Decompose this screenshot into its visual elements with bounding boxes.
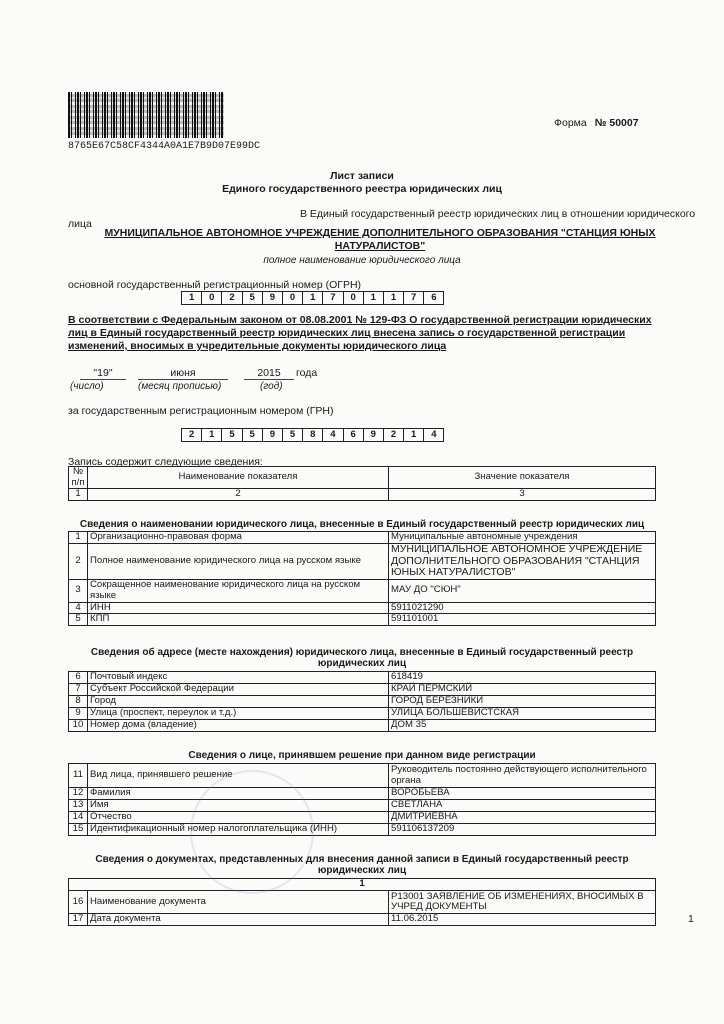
digit-cell: 8 (303, 428, 323, 442)
section-title-decision: Сведения о лице, принявшем решение при данном виде регистрации (188, 750, 536, 761)
row-number: 3 (69, 579, 88, 602)
section-title-address: Сведения об адресе (месте нахождения) юридического лица, внесенные в Единый государственный реестр юридических лиц (90, 647, 634, 669)
section-table-address (68, 671, 656, 732)
table-row (69, 812, 656, 824)
form-number (554, 117, 639, 129)
row-number: 4 (69, 602, 88, 614)
table-row (69, 824, 656, 836)
col-value-header: Значение показателя (389, 467, 656, 489)
section-table-documents (68, 878, 656, 926)
org-full-name-caption: полное наименование юридического лица (263, 255, 461, 266)
row-number: 12 (69, 788, 88, 800)
row-value: 5911021290 (389, 602, 656, 614)
row-value: ВОРОБЬЕВА (389, 788, 656, 800)
row-value: МАУ ДО "СЮН" (389, 579, 656, 602)
row-value: 618419 (389, 672, 656, 684)
barcode-text: 8765E67C58CF4344A0A1E7B9D07E99DC (68, 141, 261, 152)
date-year-caption: (год) (260, 381, 283, 392)
digit-cell: 7 (323, 291, 343, 305)
table-row (69, 696, 656, 708)
row-value: Муниципальные автономные учреждения (389, 532, 656, 544)
ogrn-digit-cells (181, 291, 444, 305)
header-table (68, 466, 656, 501)
document-index: 1 (69, 879, 656, 891)
section-table-name (68, 531, 656, 626)
row-name: Дата документа (88, 914, 389, 926)
ogrn-label: основной государственный регистрационный номер (ОГРН) (68, 279, 362, 291)
table-row (69, 544, 656, 580)
digit-cell: 1 (202, 428, 222, 442)
col-value-index: 3 (389, 489, 656, 501)
row-number: 16 (69, 891, 88, 914)
date-year: 2015 (244, 367, 294, 380)
digit-cell: 2 (181, 428, 202, 442)
table-row (69, 891, 656, 914)
row-number: 5 (69, 614, 88, 626)
row-name: Сокращенное наименование юридического лица на русском языке (88, 579, 389, 602)
section-title-name: Сведения о наименовании юридического лица, внесенные в Единый государственный реестр юридических лиц (79, 519, 645, 530)
row-value: 591106137209 (389, 824, 656, 836)
stamp-watermark (190, 770, 314, 894)
digit-cell: 1 (364, 291, 384, 305)
digit-cell: 2 (222, 291, 242, 305)
row-value: Р13001 ЗАЯВЛЕНИЕ ОБ ИЗМЕНЕНИЯХ, ВНОСИМЫХ В УЧРЕД ДОКУМЕНТЫ (389, 891, 656, 914)
row-name: Номер дома (владение) (88, 720, 389, 732)
col-name-header: Наименование показателя (88, 467, 389, 489)
row-number: 2 (69, 544, 88, 580)
org-full-name: МУНИЦИПАЛЬНОЕ АВТОНОМНОЕ УЧРЕЖДЕНИЕ ДОПОЛНИТЕЛЬНОГО ОБРАЗОВАНИЯ "СТАНЦИЯ ЮНЫХ НАТУРАЛИСТОВ" (104, 227, 656, 252)
digit-cell: 1 (181, 291, 202, 305)
intro-text: В Единый государственный реестр юридических лиц в отношении юридического (300, 208, 696, 220)
row-number: 9 (69, 708, 88, 720)
row-value: ГОРОД БЕРЕЗНИКИ (389, 696, 656, 708)
table-row (69, 800, 656, 812)
date-day: "19" (80, 367, 126, 380)
row-number: 1 (69, 532, 88, 544)
row-name: Город (88, 696, 389, 708)
row-number: 15 (69, 824, 88, 836)
table-subheader (69, 879, 656, 891)
table-row (69, 532, 656, 544)
digit-cell: 0 (283, 291, 303, 305)
row-name: Улица (проспект, переулок и т.д.) (88, 708, 389, 720)
row-number: 11 (69, 764, 88, 788)
section-title-documents: Сведения о документах, представленных для внесения данной записи в Единый государственный реестр юридических лиц (95, 854, 629, 876)
table-row (69, 720, 656, 732)
digit-cell: 1 (384, 291, 404, 305)
col-number-header: № п/п (69, 467, 88, 489)
row-number: 8 (69, 696, 88, 708)
digit-cell: 9 (364, 428, 384, 442)
digit-cell: 7 (404, 291, 424, 305)
row-value: ДОМ 35 (389, 720, 656, 732)
form-number-value: № 50007 (594, 117, 639, 129)
date-suffix: года (296, 367, 318, 379)
row-number: 10 (69, 720, 88, 732)
grn-digit-cells (181, 428, 444, 442)
date-month: июня (138, 367, 228, 380)
row-name: Имя (88, 800, 389, 812)
date-day-caption: (число) (70, 381, 104, 392)
digit-cell: 9 (263, 291, 283, 305)
row-name: Идентификационный номер налогоплательщика (ИНН) (88, 824, 389, 836)
grn-label: за государственным регистрационным номером (ГРН) (68, 405, 334, 417)
table-row (69, 672, 656, 684)
section-table-decision (68, 763, 656, 836)
row-name: Полное наименование юридического лица на русском языке (88, 544, 389, 580)
row-name: Фамилия (88, 788, 389, 800)
row-name: Организационно-правовая форма (88, 532, 389, 544)
table-row (69, 614, 656, 626)
row-name: Субъект Российской Федерации (88, 684, 389, 696)
row-value: Руководитель постоянно действующего исполнительного органа (389, 764, 656, 788)
digit-cell: 5 (283, 428, 303, 442)
digit-cell: 4 (424, 428, 444, 442)
digit-cell: 5 (243, 291, 263, 305)
digit-cell: 9 (263, 428, 283, 442)
digit-cell: 1 (404, 428, 424, 442)
digit-cell: 4 (323, 428, 343, 442)
row-name: КПП (88, 614, 389, 626)
row-number: 6 (69, 672, 88, 684)
table-row (69, 602, 656, 614)
digit-cell: 1 (303, 291, 323, 305)
digit-cell: 6 (424, 291, 444, 305)
document-subtitle: Единого государственного реестра юридических лиц (222, 183, 502, 195)
row-value: КРАЙ ПЕРМСКИЙ (389, 684, 656, 696)
col-name-index: 2 (88, 489, 389, 501)
table-row (69, 788, 656, 800)
row-value: 591101001 (389, 614, 656, 626)
row-number: 14 (69, 812, 88, 824)
row-name: Отчество (88, 812, 389, 824)
document-title: Лист записи (330, 170, 394, 182)
digit-cell: 5 (243, 428, 263, 442)
table-row (69, 708, 656, 720)
row-name: Почтовый индекс (88, 672, 389, 684)
row-value: СВЕТЛАНА (389, 800, 656, 812)
law-statement: В соответствии с Федеральным законом от 08.08.2001 № 129-ФЗ О государственной регистрации юридических лиц в Единый государственный реестр юридических лиц внесена запись о государственной регистрации изменений, вносимых в учредительные документы юридического лица (68, 314, 652, 352)
digit-cell: 0 (344, 291, 364, 305)
intro-text-cont: лица (68, 218, 92, 230)
digit-cell: 0 (202, 291, 222, 305)
contains-label: Запись содержит следующие сведения: (68, 456, 263, 468)
row-value: ДМИТРИЕВНА (389, 812, 656, 824)
digit-cell: 2 (384, 428, 404, 442)
row-number: 17 (69, 914, 88, 926)
table-row (69, 579, 656, 602)
digit-cell: 5 (222, 428, 242, 442)
row-name: Наименование документа (88, 891, 389, 914)
digit-cell: 6 (344, 428, 364, 442)
row-name: ИНН (88, 602, 389, 614)
date-month-caption: (месяц прописью) (138, 381, 222, 392)
col-number-index: 1 (69, 489, 88, 501)
row-name: Вид лица, принявшего решение (88, 764, 389, 788)
row-value: МУНИЦИПАЛЬНОЕ АВТОНОМНОЕ УЧРЕЖДЕНИЕ ДОПОЛНИТЕЛЬНОГО ОБРАЗОВАНИЯ "СТАНЦИЯ ЮНЫХ НАТУРАЛИСТОВ" (389, 544, 656, 580)
page-number: 1 (688, 913, 694, 925)
table-row (69, 914, 656, 926)
row-value: УЛИЦА БОЛЬШЕВИСТСКАЯ (389, 708, 656, 720)
row-number: 13 (69, 800, 88, 812)
table-row (69, 764, 656, 788)
row-value: 11.06.2015 (389, 914, 656, 926)
form-label: Форма (554, 117, 587, 129)
row-number: 7 (69, 684, 88, 696)
table-row (69, 684, 656, 696)
barcode-image (68, 92, 224, 138)
